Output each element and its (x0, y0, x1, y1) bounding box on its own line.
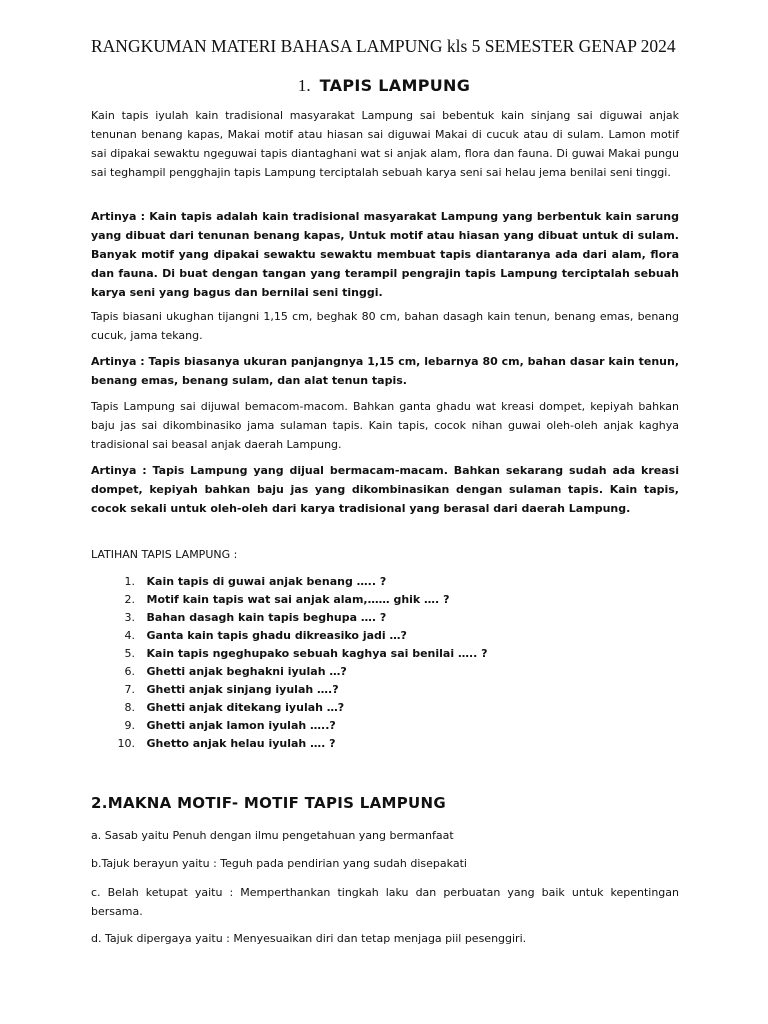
question-item (91, 591, 651, 609)
question-item (91, 609, 651, 627)
question-number: 6. (124, 665, 135, 678)
question-number: 8. (124, 701, 135, 714)
exercise-question-list (91, 573, 651, 753)
question-item (91, 717, 651, 735)
question-item (91, 573, 651, 591)
question-item (91, 681, 651, 699)
question-text: Motif kain tapis wat sai anjak alam,…… ghik …. ? (146, 593, 450, 606)
paragraph-lampung-3: Tapis Lampung sai dijuwal bemacom-macom. Bahkan ganta ghadu wat kreasi dompet, kepiyah bahkan baju jas sai dikombinasiko jama sulaman tapis. Kain tapis, cocok nihan guwai oleh-oleh anjak kaghya tradisional sai beasal anjak daerah Lampung. (91, 400, 679, 451)
motif-item: c. Belah ketupat yaitu : Memperthankan tingkah laku dan perbuatan yang baik untuk kepentingan bersama. (91, 886, 679, 918)
question-text: Bahan dasagh kain tapis beghupa …. ? (146, 611, 387, 624)
section-2-title: 2.MAKNA MOTIF- MOTIF TAPIS LAMPUNG (91, 794, 446, 812)
question-number: 3. (124, 611, 135, 624)
paragraph-lampung-1: Kain tapis iyulah kain tradisional masyarakat Lampung sai bebentuk kain sinjang sai diguwai anjak tenunan benang kapas, Makai motif atau hiasan sai diguwai Makai di cucuk atau di sulam. Lamon motif sai dipakai sewaktu ngeguwai tapis diantaghani wat si anjak alam, flora dan fauna. Di guwai Makai pungu sai teghampil pengghajin tapis Lampung terciptalah sebuah karya seni sai helau jema benilai seni tinggi. (91, 109, 679, 179)
question-text: Ghetti anjak sinjang iyulah ….? (146, 683, 339, 696)
question-number: 9. (124, 719, 135, 732)
motif-item: b.Tajuk berayun yaitu : Teguh pada pendirian yang sudah disepakati (91, 857, 467, 870)
paragraph-translation-1: Artinya : Kain tapis adalah kain tradisional masyarakat Lampung yang berbentuk kain sarung yang dibuat dari tenunan benang kapas, Untuk motif atau hiasan yang dibuat untuk di sulam. Banyak motif yang dipakai sewaktu sewaktu membuat tapis diantaranya ada dari alam, flora dan fauna. Di buat dengan tangan yang terampil pengrajin tapis Lampung terciptalah sebuah karya seni yang bagus dan bernilai seni tinggi. (91, 210, 679, 299)
exercise-colon: : (230, 548, 238, 561)
exercise-heading (91, 545, 237, 564)
question-number: 10. (117, 737, 135, 750)
question-text: Ghetti anjak ditekang iyulah …? (146, 701, 345, 714)
paragraph-translation-3: Artinya : Tapis Lampung yang dijual bermacam-macam. Bahkan sekarang sudah ada kreasi dompet, kepiyah bahkan baju jas yang dikombinasikan dengan sulaman tapis. Kain tapis, cocok sekali untuk oleh-oleh dari karya tradisional yang berasal dari daerah Lampung. (91, 464, 679, 515)
question-number: 4. (124, 629, 135, 642)
question-text: Ghetto anjak helau iyulah …. ? (146, 737, 336, 750)
exercise-title: LATIHAN TAPIS LAMPUNG (91, 548, 231, 561)
question-item (91, 735, 651, 753)
question-text: Kain tapis di guwai anjak benang ….. ? (146, 575, 387, 588)
question-item (91, 663, 651, 681)
section-1-title: TAPIS LAMPUNG (319, 76, 471, 95)
question-number: 5. (124, 647, 135, 660)
question-number: 7. (124, 683, 135, 696)
paragraph-translation-2: Artinya : Tapis biasanya ukuran panjangnya 1,15 cm, lebarnya 80 cm, bahan dasar kain tenun, benang emas, benang sulam, dan alat tenun tapis. (91, 355, 679, 387)
question-item (91, 645, 651, 663)
question-text: Ghetti anjak lamon iyulah …..? (146, 719, 336, 732)
question-text: Ganta kain tapis ghadu dikreasiko jadi …? (146, 629, 407, 642)
section-1-number: 1. (297, 76, 311, 95)
question-item (91, 627, 651, 645)
question-text: Kain tapis ngeghupako sebuah kaghya sai benilai ….. ? (146, 647, 488, 660)
section-1-heading (0, 77, 768, 95)
question-number: 2. (124, 593, 135, 606)
paragraph-lampung-2: Tapis biasani ukughan tijangni 1,15 cm, beghak 80 cm, bahan dasagh kain tenun, benang emas, benang cucuk, jama tekang. (91, 310, 679, 342)
question-number: 1. (124, 575, 135, 588)
motif-item: a. Sasab yaitu Penuh dengan ilmu pengetahuan yang bermanfaat (91, 829, 454, 842)
document-title: RANGKUMAN MATERI BAHASA LAMPUNG kls 5 SEMESTER GENAP 2024 (91, 36, 676, 56)
question-text: Ghetti anjak beghakni iyulah …? (146, 665, 347, 678)
question-item (91, 699, 651, 717)
motif-item: d. Tajuk dipergaya yaitu : Menyesuaikan diri dan tetap menjaga piil pesenggiri. (91, 932, 527, 945)
